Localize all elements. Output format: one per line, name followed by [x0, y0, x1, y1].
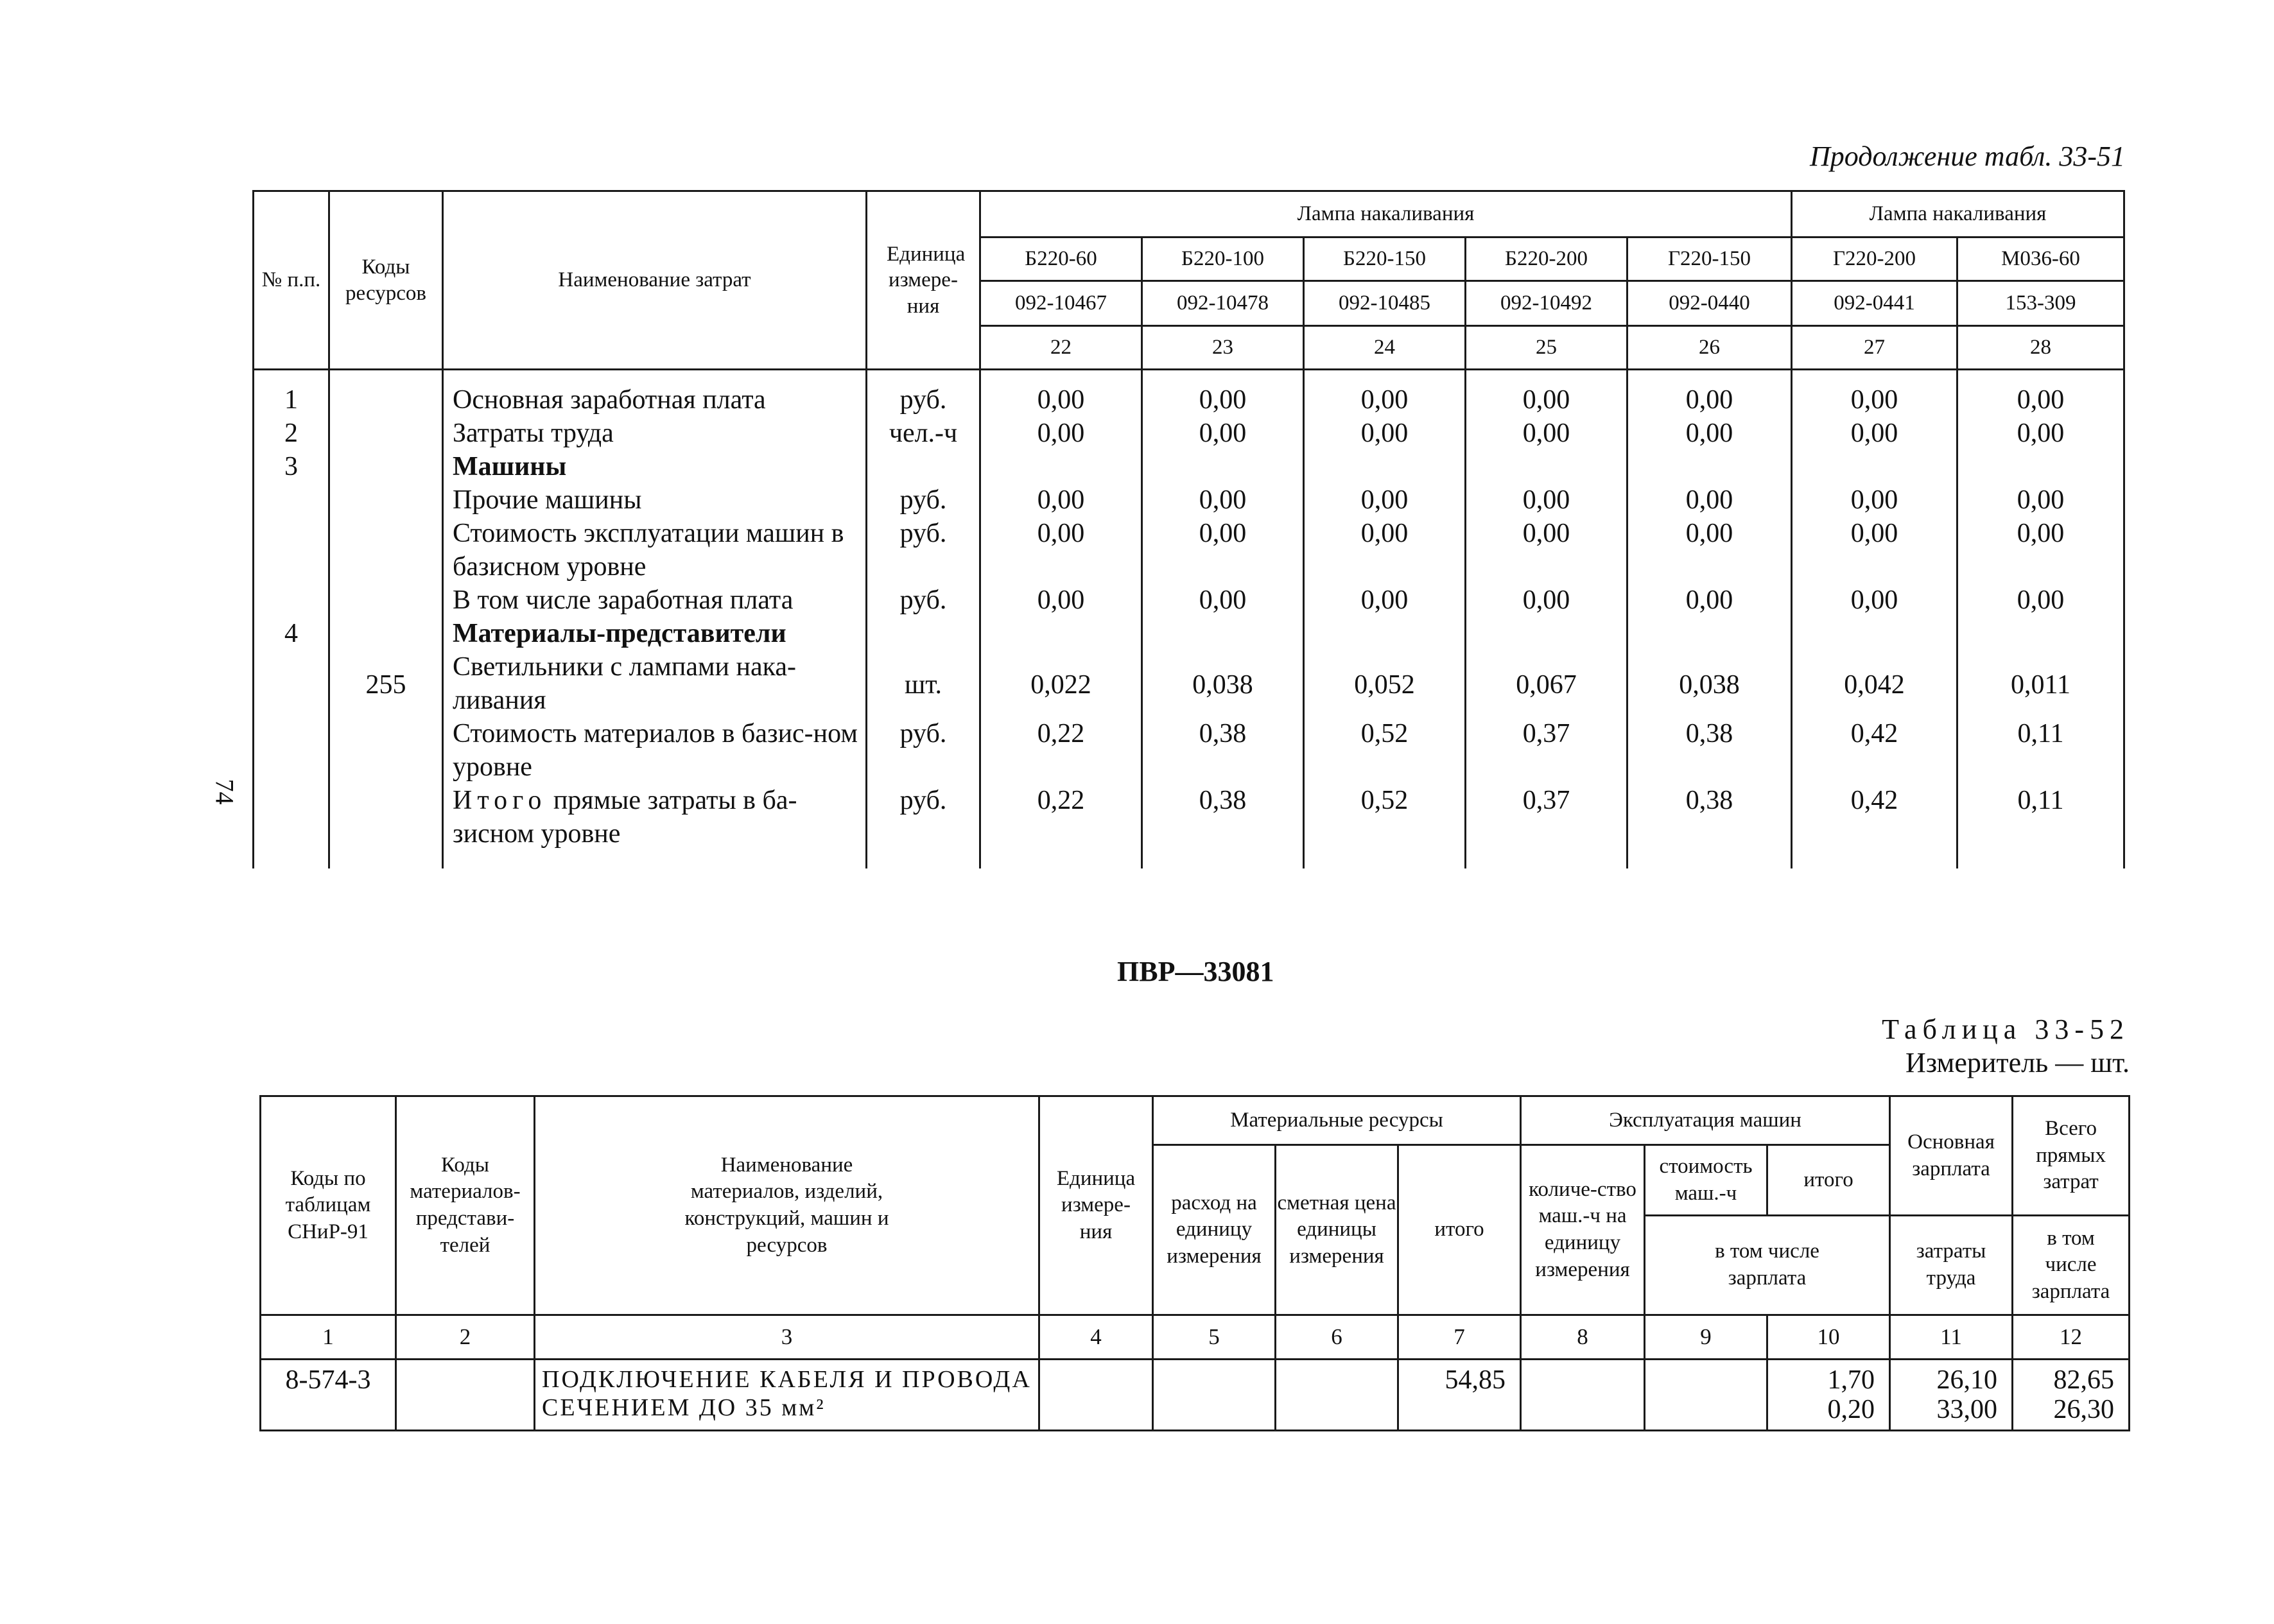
continuation-note: Продолжение табл. 33-51: [1810, 141, 2125, 172]
row-value: 0,00: [1627, 583, 1792, 617]
header-material-total: итого: [1398, 1145, 1521, 1315]
table-row: [254, 450, 2124, 483]
row-name: Стоимость материалов в базис-ном уровне: [443, 717, 867, 784]
row-value: 0,00: [1304, 483, 1466, 517]
header-incl-salary-short: в том числе зарплата: [2013, 1216, 2130, 1315]
row-num: 3: [254, 450, 329, 483]
table-row: [254, 370, 2124, 417]
row-value: [1627, 617, 1792, 650]
row-unit: руб.: [867, 784, 980, 868]
row-value: 0,00: [1304, 417, 1466, 450]
row-material-code: [396, 1360, 535, 1431]
header-column-number: 23: [1142, 326, 1304, 370]
row-value: 0,52: [1304, 784, 1466, 868]
header-resource-code: 153-309: [1957, 281, 2124, 326]
row-estimated-price: [1276, 1360, 1398, 1431]
header-incl-salary: в том числе зарплата: [1645, 1216, 1890, 1315]
row-unit: руб.: [867, 517, 980, 583]
header-resource-code: 092-10478: [1142, 281, 1304, 326]
header-codes: Коды ресурсов: [329, 191, 443, 370]
row-value: [1142, 450, 1304, 483]
column-number: 5: [1153, 1315, 1276, 1360]
row-base-salary: [1890, 1360, 2013, 1431]
header-resource-code: 092-10492: [1466, 281, 1627, 326]
row-value: 0,22: [980, 717, 1142, 784]
row-total-salary-value: 26,30: [2053, 1395, 2115, 1424]
row-unit: руб.: [867, 717, 980, 784]
header-name: Наименование затрат: [443, 191, 867, 370]
row-value: 0,00: [980, 517, 1142, 583]
row-value: [1304, 617, 1466, 650]
row-value: 0,00: [1142, 483, 1304, 517]
row-name-emphasis: Итого: [453, 786, 547, 815]
row-unit: [1039, 1360, 1153, 1431]
header-material-codes: Коды материалов-представи-телей: [396, 1096, 535, 1315]
row-consumption: [1153, 1360, 1276, 1431]
row-machine-total-value: 1,70: [1827, 1365, 1875, 1395]
row-machine-cost: [1645, 1360, 1767, 1431]
row-value: 0,00: [1792, 483, 1957, 517]
header-resource-code: 092-10485: [1304, 281, 1466, 326]
table-meter: Измеритель — шт.: [1905, 1047, 2130, 1078]
header-column-number: 28: [1957, 326, 2124, 370]
row-value: 0,00: [1466, 370, 1627, 417]
row-unit: руб.: [867, 483, 980, 517]
row-machine-total: [1767, 1360, 1890, 1431]
row-value: 0,042: [1792, 650, 1957, 717]
row-name: Основная заработная плата: [443, 370, 867, 417]
column-number: 10: [1767, 1315, 1890, 1360]
row-total-direct: [2013, 1360, 2130, 1431]
row-value: 0,00: [1466, 417, 1627, 450]
row-value: 0,00: [1957, 417, 2124, 450]
row-value: [1142, 617, 1304, 650]
header-base-salary: Основная зарплата: [1890, 1096, 2013, 1216]
row-value: 0,00: [1466, 483, 1627, 517]
header-resource-code: 092-0440: [1627, 281, 1792, 326]
row-value: 0,00: [1792, 583, 1957, 617]
header-model: Г220-200: [1792, 238, 1957, 281]
row-num: [254, 583, 329, 617]
row-value: 0,00: [980, 583, 1142, 617]
column-number: 1: [261, 1315, 396, 1360]
row-code: [329, 583, 443, 617]
row-value: 0,00: [1627, 370, 1792, 417]
row-value: 0,00: [980, 483, 1142, 517]
table-row: [254, 583, 2124, 617]
row-value: 0,038: [1627, 650, 1792, 717]
table-row: [254, 483, 2124, 517]
row-unit: шт.: [867, 650, 980, 717]
header-material-resources: Материальные ресурсы: [1153, 1096, 1521, 1145]
header-model: Б220-100: [1142, 238, 1304, 281]
row-value: [1957, 450, 2124, 483]
table-row: [254, 717, 2124, 784]
header-unit: Единица измере-ния: [1039, 1096, 1153, 1315]
row-name: [443, 784, 867, 868]
table-caption: Таблица 33-52: [1882, 1014, 2130, 1045]
row-value: 0,38: [1627, 784, 1792, 868]
table-row: [254, 417, 2124, 450]
header-column-number: 25: [1466, 326, 1627, 370]
row-unit: руб.: [867, 583, 980, 617]
table-row: [254, 650, 2124, 717]
row-name: Прочие машины: [443, 483, 867, 517]
header-resource-code: 092-10467: [980, 281, 1142, 326]
row-value: 0,38: [1142, 717, 1304, 784]
header-column-number: 24: [1304, 326, 1466, 370]
row-code: [329, 370, 443, 417]
column-number: 7: [1398, 1315, 1521, 1360]
row-code: [329, 417, 443, 450]
row-value: [1304, 450, 1466, 483]
row-code: [329, 483, 443, 517]
row-value: 0,00: [1627, 483, 1792, 517]
row-value: 0,00: [1627, 417, 1792, 450]
row-name: В том числе заработная плата: [443, 583, 867, 617]
row-value: 0,00: [1304, 370, 1466, 417]
row-value: 0,022: [980, 650, 1142, 717]
row-value: 0,067: [1466, 650, 1627, 717]
header-model: Г220-150: [1627, 238, 1792, 281]
row-value: [1792, 450, 1957, 483]
row-name: Затраты труда: [443, 417, 867, 450]
row-value: 0,22: [980, 784, 1142, 868]
row-value: 0,00: [1142, 417, 1304, 450]
table-row: [261, 1360, 2130, 1431]
header-group-incandescent-1: Лампа накаливания: [980, 191, 1792, 238]
header-labor-costs: затраты труда: [1890, 1216, 2013, 1315]
column-number: 8: [1521, 1315, 1645, 1360]
row-value: 0,052: [1304, 650, 1466, 717]
column-number: 2: [396, 1315, 535, 1360]
resource-table: [252, 190, 2125, 868]
header-unit: Единица измере-ния: [867, 191, 980, 370]
row-value: 0,00: [1627, 517, 1792, 583]
row-value: 0,00: [1466, 517, 1627, 583]
row-code: [329, 517, 443, 583]
header-snip-codes: Коды по таблицам СНиР-91: [261, 1096, 396, 1315]
column-number: 9: [1645, 1315, 1767, 1360]
row-value: 0,00: [1792, 370, 1957, 417]
header-model: Б220-200: [1466, 238, 1627, 281]
header-num: № п.п.: [254, 191, 329, 370]
header-model: Б220-150: [1304, 238, 1466, 281]
header-column-number: 26: [1627, 326, 1792, 370]
header-machine-cost: стоимость маш.-ч: [1645, 1145, 1767, 1216]
header-resource-code: 092-0441: [1792, 281, 1957, 326]
row-snip-code: 8-574-3: [261, 1360, 396, 1431]
column-number: 12: [2013, 1315, 2130, 1360]
row-value: 0,00: [1792, 517, 1957, 583]
page-number: 74: [210, 779, 239, 805]
row-value: 0,38: [1142, 784, 1304, 868]
header-consumption: расход на единицу измерения: [1153, 1145, 1276, 1315]
header-machine-qty: количе-ство маш.-ч на единицу измерения: [1521, 1145, 1645, 1315]
row-num: [254, 483, 329, 517]
pricing-table: [259, 1095, 2130, 1431]
header-total-direct: Всего прямых затрат: [2013, 1096, 2130, 1216]
table-row: [254, 517, 2124, 583]
column-number: 4: [1039, 1315, 1153, 1360]
row-num: [254, 650, 329, 717]
row-value: 0,11: [1957, 784, 2124, 868]
row-unit: чел.-ч: [867, 417, 980, 450]
header-machine-operation: Эксплуатация машин: [1521, 1096, 1890, 1145]
row-value: 0,00: [980, 370, 1142, 417]
row-unit: [867, 450, 980, 483]
row-value: 0,00: [1957, 517, 2124, 583]
row-value: 0,00: [1466, 583, 1627, 617]
row-value: 0,38: [1627, 717, 1792, 784]
row-material-total: 54,85: [1398, 1360, 1521, 1431]
row-code: [329, 717, 443, 784]
row-machine-salary-value: 0,20: [1827, 1395, 1875, 1424]
row-value: [1466, 617, 1627, 650]
row-value: 0,37: [1466, 784, 1627, 868]
row-name: Машины: [443, 450, 867, 483]
row-value: 0,00: [1957, 370, 2124, 417]
row-name: Светильники с лампами нака-ливания: [443, 650, 867, 717]
row-value: 0,00: [1957, 583, 2124, 617]
header-machine-total: итого: [1767, 1145, 1890, 1216]
row-name: ПОДКЛЮЧЕНИЕ КАБЕЛЯ И ПРОВОДА СЕЧЕНИЕМ ДО 35 мм²: [535, 1360, 1039, 1431]
table-row: [254, 784, 2124, 868]
row-code: 255: [329, 650, 443, 717]
row-num: 4: [254, 617, 329, 650]
column-number: 3: [535, 1315, 1039, 1360]
header-column-number: 22: [980, 326, 1142, 370]
section-code: ПВР—33081: [1117, 956, 1274, 987]
row-value: 0,00: [1142, 583, 1304, 617]
row-unit: [867, 617, 980, 650]
row-code: [329, 784, 443, 868]
row-value: 0,00: [1304, 517, 1466, 583]
row-num: [254, 717, 329, 784]
row-num: 2: [254, 417, 329, 450]
row-name: Стоимость эксплуатации машин в базисном уровне: [443, 517, 867, 583]
header-model: М036-60: [1957, 238, 2124, 281]
row-value: 0,37: [1466, 717, 1627, 784]
row-value: [980, 617, 1142, 650]
column-number: 6: [1276, 1315, 1398, 1360]
row-value: [1792, 617, 1957, 650]
row-name: Материалы-представители: [443, 617, 867, 650]
row-value: [1627, 450, 1792, 483]
row-value: 0,42: [1792, 717, 1957, 784]
row-value: 0,00: [1304, 583, 1466, 617]
row-value: 0,00: [1792, 417, 1957, 450]
header-name: Наименование материалов, изделий, конструкций, машин и ресурсов: [535, 1096, 1039, 1315]
row-value: [1957, 617, 2124, 650]
row-num: 1: [254, 370, 329, 417]
row-value: 0,00: [1142, 370, 1304, 417]
row-value: [980, 450, 1142, 483]
row-code: [329, 450, 443, 483]
row-unit: руб.: [867, 370, 980, 417]
row-value: 0,011: [1957, 650, 2124, 717]
row-machine-qty: [1521, 1360, 1645, 1431]
table-row: [254, 617, 2124, 650]
header-column-number: 27: [1792, 326, 1957, 370]
row-code: [329, 617, 443, 650]
row-value: 0,00: [980, 417, 1142, 450]
header-group-incandescent-2: Лампа накаливания: [1792, 191, 2124, 238]
row-base-salary-value: 26,10: [1936, 1365, 1998, 1395]
row-value: 0,11: [1957, 717, 2124, 784]
row-num: [254, 784, 329, 868]
row-total-direct-value: 82,65: [2053, 1365, 2115, 1395]
row-value: 0,00: [1142, 517, 1304, 583]
row-num: [254, 517, 329, 583]
row-labor-costs-value: 33,00: [1936, 1395, 1998, 1424]
row-value: 0,00: [1957, 483, 2124, 517]
header-model: Б220-60: [980, 238, 1142, 281]
column-number: 11: [1890, 1315, 2013, 1360]
header-estimated-price: сметная цена единицы измерения: [1276, 1145, 1398, 1315]
row-value: [1466, 450, 1627, 483]
row-value: 0,52: [1304, 717, 1466, 784]
row-value: 0,038: [1142, 650, 1304, 717]
row-name-rest: прямые затраты в ба-зисном уровне: [453, 786, 797, 849]
row-value: 0,42: [1792, 784, 1957, 868]
